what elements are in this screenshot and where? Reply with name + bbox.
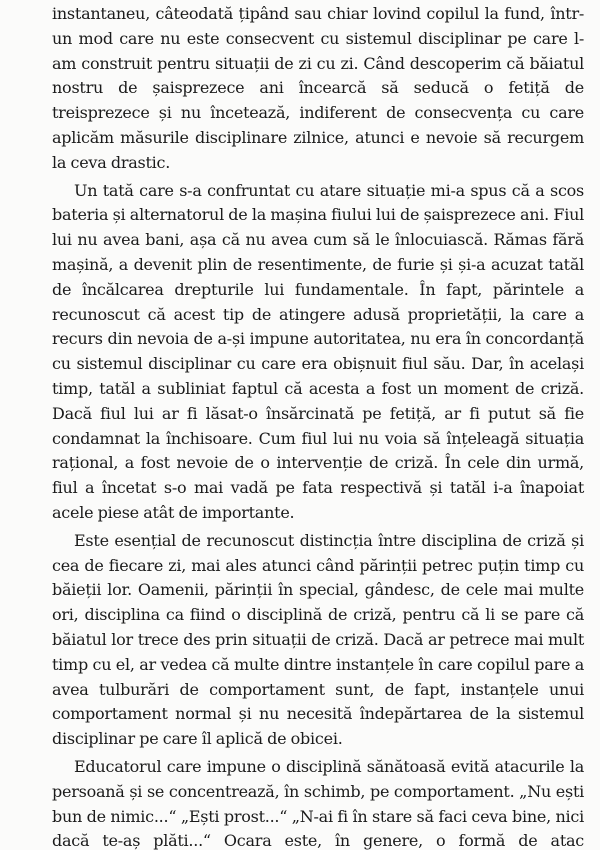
paragraph-4: Educatorul care impune o disciplină sănătoasă evită atacurile la persoană și se concentrează, în schimb, pe comportament. „Nu ești bun de nimic...“ „Ești prost...“ „N-ai fi în stare să faci ceva bine, nici dacă te-aș plăti...“ Ocara este, în genere, o formă de atac <box>52 756 584 850</box>
paragraph-3: Este esențial de recunoscut distincția între disciplina de criză și cea de fiecare zi, mai ales atunci când părinții petrec puțin timp cu băieții lor. Oamenii, părinții în special, gândesc, de cele mai multe ori, disciplina ca fiind o disciplină de criză, pentru că li se pare că băiatul lor trece des prin situații de criză. Dacă ar petrece mai mult timp cu el, ar vedea că multe dintre instanțele în care copilul pare a avea tulburări de comportament sunt, de fapt, instanțele unui comportament normal și nu necesită îndepărtarea de la sistemul disciplinar pe care îl aplică de obicei. <box>52 530 584 749</box>
body-text <box>52 2 584 850</box>
paragraph-1: instantaneu, câteodată țipând sau chiar lovind copilul la fund, într-un mod care nu este consecvent cu sistemul disciplinar pe care l-am construit pentru situații de zi cu zi. Când descoperim că băiatul nostru de șaisprezece ani încearcă să seducă o fetiță de treisprezece și nu încetează, indiferent de consecvența cu care aplicăm măsurile disciplinare zilnice, atunci e nevoie să recurgem la ceva drastic. <box>52 4 584 172</box>
paragraph-2: Un tată care s-a confruntat cu atare situație mi-a spus că a scos bateria și alternatorul de la mașina fiului lui de șaisprezece ani. Fiul lui nu avea bani, așa că nu avea cum să le înlocuiască. Rămas fără mașină, a devenit plin de resentimente, de furie și și-a acuzat tatăl de încălcarea drepturile lui fundamentale. În fapt, părintele a recunoscut că acest tip de atingere adusă proprietății, la care a recurs din nevoia de a-și impune autoritatea, nu era în concordanță cu sistemul disciplinar cu care era obișnuit fiul său. Dar, în același timp, tatăl a subliniat faptul că acesta a fost un moment de criză. Dacă fiul lui ar fi lăsat-o însărcinată pe fetiță, ar fi putut să fie condamnat la închisoare. Cum fiul lui nu voia să înțeleagă situația rațional, a fost nevoie de o intervenție de criză. În cele din urmă, fiul a încetat s-o mai vadă pe fata respectivă și tatăl i-a înapoiat acele piese atât de importante. <box>52 180 584 522</box>
